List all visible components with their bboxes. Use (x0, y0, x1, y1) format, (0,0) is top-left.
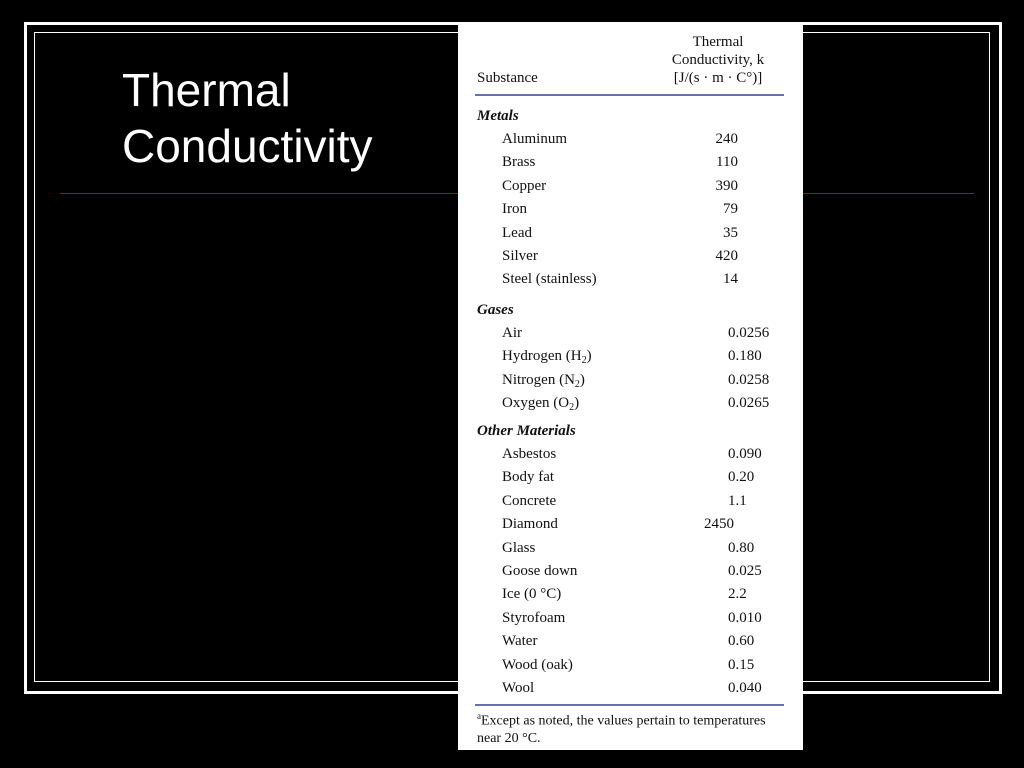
table-row (458, 563, 803, 583)
substance-name-text: Wood (oak) (502, 656, 573, 673)
table-row (458, 540, 803, 560)
table-row (458, 372, 803, 392)
section-label: Metals (477, 108, 519, 124)
substance-name-text: Lead (502, 224, 532, 241)
slide-title-line-2: Conductivity (122, 120, 373, 172)
substance-name-text: Styrofoam (502, 609, 566, 626)
conductivity-value: 390 (715, 177, 738, 194)
section-label: Other Materials (477, 423, 576, 439)
conductivity-value: 2.2 (728, 586, 747, 603)
substance-name-text: Glass (502, 539, 536, 556)
footer-divider (475, 704, 784, 706)
conductivity-value: 0.0258 (728, 371, 770, 388)
conductivity-value: 0.0265 (728, 395, 770, 412)
table-row (458, 680, 803, 700)
substance-name-suffix: ) (574, 395, 580, 412)
substance-name (502, 657, 573, 674)
column-header-substance: Substance (477, 70, 538, 86)
substance-name-text: Ice (0 °C) (502, 586, 562, 603)
table-row (458, 131, 803, 151)
conductivity-value: 110 (716, 154, 738, 171)
conductivity-value: 0.025 (728, 563, 762, 579)
substance-name (502, 348, 592, 366)
section-label: Gases (477, 302, 514, 318)
substance-name (502, 469, 554, 486)
table-row (458, 154, 803, 174)
substance-name-text: Wool (502, 680, 535, 696)
table-row (458, 516, 803, 536)
substance-name-text: Silver (502, 248, 538, 264)
substance-name (502, 610, 565, 627)
conductivity-value: 79 (723, 201, 738, 218)
conductivity-value: 35 (723, 224, 738, 241)
substance-name-text: Iron (502, 201, 527, 218)
table-row (458, 493, 803, 513)
substance-name-text: Nitrogen (N (502, 371, 575, 388)
substance-name (502, 154, 535, 171)
header-divider (475, 94, 784, 96)
conductivity-value: 0.040 (728, 680, 762, 696)
table-row (458, 178, 803, 198)
substance-name (502, 225, 532, 242)
substance-name (502, 178, 546, 195)
substance-name-suffix: ) (579, 371, 585, 388)
substance-name (502, 633, 537, 650)
conductivity-value: 2450 (704, 516, 734, 533)
substance-name (502, 446, 556, 463)
table-row (458, 657, 803, 677)
table-row (458, 395, 803, 415)
table-footnote (477, 708, 777, 747)
slide-title (122, 62, 442, 174)
substance-name (502, 131, 567, 148)
table-row (458, 469, 803, 489)
table-row (458, 610, 803, 630)
column-header-conductivity-line-1: Thermal (692, 34, 744, 50)
conductivity-value: 0.180 (728, 348, 762, 365)
substance-name-text: Copper (502, 177, 547, 194)
substance-name-text: Asbestos (502, 446, 557, 462)
substance-name (502, 325, 522, 342)
table-row (458, 633, 803, 653)
substance-name (502, 680, 534, 697)
substance-name (502, 372, 585, 390)
substance-name (502, 540, 535, 557)
substance-name (502, 493, 556, 510)
substance-name (502, 516, 558, 533)
conductivity-value: 0.60 (728, 633, 755, 650)
column-header-conductivity (658, 33, 778, 87)
column-header-conductivity-line-2: Conductivity, k (671, 52, 765, 68)
substance-name-text: Oxygen (O (502, 395, 570, 412)
chemical-subscript: 2 (569, 402, 575, 414)
table-row (458, 586, 803, 606)
slide-title-line-1: Thermal (122, 64, 291, 116)
substance-name (502, 271, 597, 288)
column-header-conductivity-units: [J/(s · m · C°)] (673, 70, 763, 86)
conductivity-value: 0.80 (728, 539, 755, 556)
substance-name-text: Water (502, 633, 538, 650)
substance-name-text: Body fat (502, 469, 555, 486)
substance-name (502, 395, 579, 413)
conductivity-value: 0.20 (728, 469, 755, 486)
conductivity-value: 240 (715, 131, 738, 147)
conductivity-value: 0.0256 (728, 325, 770, 341)
conductivity-value: 0.15 (728, 656, 755, 673)
substance-name (502, 248, 538, 265)
conductivity-table (458, 24, 803, 750)
title-underline-left (60, 193, 460, 194)
table-row (458, 271, 803, 291)
footnote-text: Except as noted, the values pertain to temperatures near 20 °C. (477, 713, 766, 746)
substance-name-text: Hydrogen (H (502, 348, 582, 365)
substance-name (502, 563, 577, 580)
conductivity-value: 1.1 (728, 492, 747, 509)
substance-name-text: Aluminum (502, 131, 568, 147)
chemical-subscript: 2 (581, 355, 587, 367)
conductivity-value: 14 (723, 271, 738, 288)
substance-name (502, 201, 527, 218)
substance-name-text: Air (502, 325, 522, 341)
substance-name-text: Goose down (502, 563, 578, 579)
title-underline-right (802, 193, 974, 194)
substance-name-text: Steel (stainless) (502, 271, 597, 288)
footnote-marker: a (477, 711, 481, 721)
table-row (458, 248, 803, 268)
substance-name-text: Diamond (502, 516, 558, 533)
conductivity-value: 0.090 (728, 446, 762, 462)
table-row (458, 348, 803, 368)
table-row (458, 446, 803, 466)
conductivity-value: 420 (715, 248, 738, 264)
chemical-subscript: 2 (574, 378, 580, 390)
table-row (458, 225, 803, 245)
conductivity-value: 0.010 (728, 609, 762, 626)
substance-name-suffix: ) (586, 348, 592, 365)
table-row (458, 325, 803, 345)
table-row (458, 201, 803, 221)
substance-name (502, 586, 561, 603)
substance-name-text: Brass (502, 154, 536, 171)
substance-name-text: Concrete (502, 492, 557, 509)
